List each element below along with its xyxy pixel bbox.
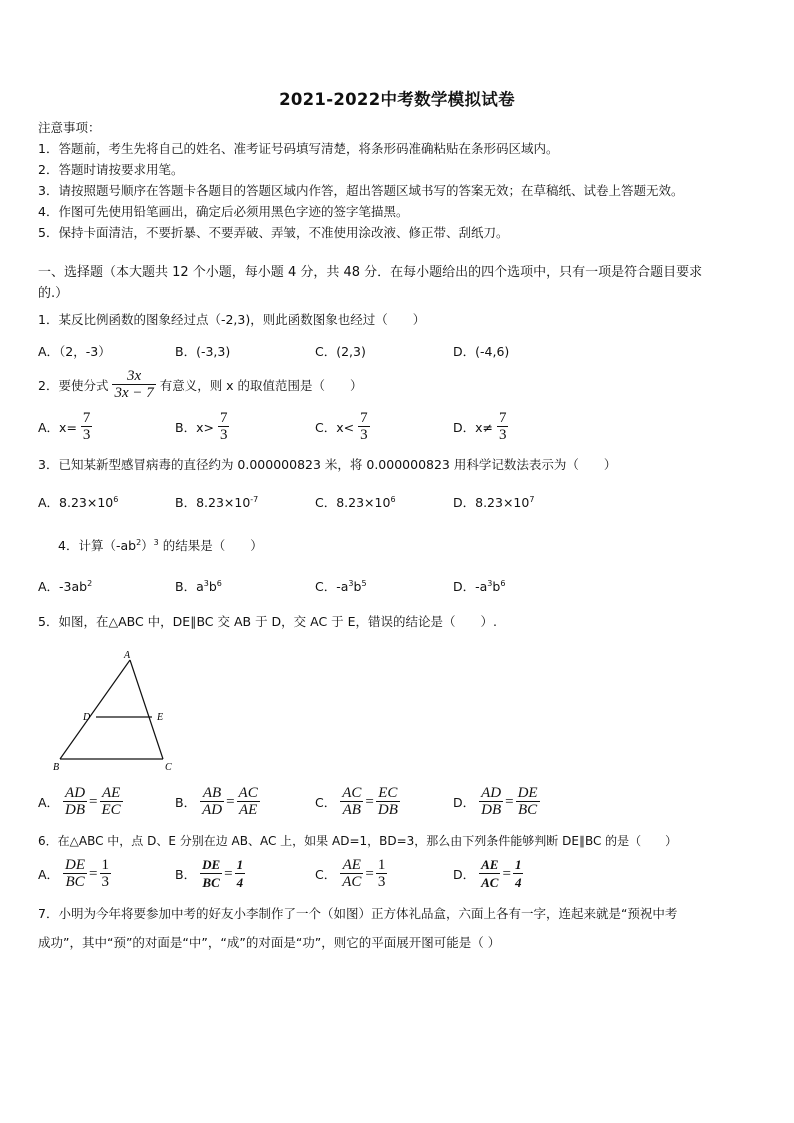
- question-4-stem: [58, 536, 263, 554]
- label-a: A: [124, 650, 131, 661]
- q6-c-d2: 3: [377, 874, 386, 890]
- q5-b-d1: AD: [202, 802, 223, 818]
- q5-d-n1: AD: [481, 785, 502, 801]
- q5-d-d1: DB: [481, 802, 502, 818]
- q6-option-a: [38, 857, 111, 891]
- q2-option-d: [453, 410, 508, 444]
- q5-a-n2: AE: [100, 785, 123, 802]
- q6-a-n2: 1: [101, 857, 110, 873]
- q4-a-sup1: 2: [87, 578, 93, 588]
- q5-b-d2: AE: [238, 802, 258, 818]
- q6-a-label: A．: [38, 867, 60, 882]
- q4-b-part2: b: [208, 579, 217, 594]
- q5-b-n2: AC: [238, 785, 258, 801]
- section-heading-cont: 的.）: [38, 286, 69, 301]
- q2-c-num: 7: [360, 410, 368, 426]
- q5-b-n1: AB: [200, 785, 224, 802]
- q4-a-part1: A．-3ab: [38, 579, 88, 594]
- q2-b-num: 7: [219, 410, 228, 426]
- q5-a-d2: EC: [101, 802, 121, 818]
- q5-c-n2: EC: [376, 785, 400, 802]
- q3-d-base: D．8.23×10: [453, 495, 530, 510]
- q5-option-a: [38, 785, 123, 819]
- q5-b-label: B．: [175, 795, 197, 810]
- q3-b-base: B．8.23×10: [175, 495, 251, 510]
- q5-a-n1: AD: [65, 785, 86, 801]
- q1-option-a: A．（2，-3）: [38, 344, 111, 359]
- page-title: 2021-2022中考数学模拟试卷: [279, 90, 515, 109]
- q2-option-b-label: B．x>: [175, 420, 214, 435]
- q4-d-sup2: 6: [500, 578, 506, 588]
- q6-b-d1: BC: [202, 875, 220, 890]
- q2-d-den: 3: [498, 427, 507, 443]
- q4-c-part1: C．-a: [315, 579, 349, 594]
- q6-a-n1: DE: [65, 857, 86, 873]
- q2-fraction-den: 3x − 7: [114, 385, 154, 401]
- q4-stem-sup2: 3: [153, 537, 159, 547]
- q5-a-label: A．: [38, 795, 60, 810]
- question-2-stem: [38, 368, 363, 402]
- q6-c-n2: 1: [377, 857, 386, 873]
- q2-option-a-label: A．x=: [38, 420, 77, 435]
- q6-d-label: D．: [453, 867, 476, 882]
- equals-sign: =: [89, 793, 98, 810]
- notice-item: 4．作图可先使用铅笔画出，确定后必须用黑色字迹的签字笔描黑。: [38, 204, 409, 219]
- q2-fraction-num: 3x: [112, 368, 155, 385]
- q6-option-d: [453, 857, 523, 891]
- q5-d-d2: BC: [518, 802, 538, 818]
- q4-b-sup2: 6: [216, 578, 222, 588]
- q2-option-c: [315, 410, 370, 444]
- q5-d-label: D．: [453, 795, 476, 810]
- equals-sign: =: [226, 793, 235, 810]
- label-d: D: [83, 712, 91, 723]
- q4-d-sup1: 3: [487, 578, 493, 588]
- triangle-figure: [46, 648, 186, 776]
- q3-d-exp: 7: [529, 494, 535, 504]
- q4-c-sup2: 5: [361, 578, 367, 588]
- question-7-stem-cont: 成功”，其中“预”的对面是“中”，“成”的对面是“功”，则它的平面展开图可能是（ ）: [38, 935, 501, 950]
- q5-c-d1: AB: [342, 802, 361, 818]
- equals-sign: =: [365, 865, 374, 882]
- q3-a-base: A．8.23×10: [38, 495, 114, 510]
- q4-stem-sup1: 2: [136, 537, 142, 547]
- side-ac: [130, 660, 163, 759]
- q6-a-d1: BC: [65, 874, 85, 890]
- q2-a-num: 7: [82, 410, 91, 426]
- q6-c-label: C．: [315, 867, 337, 882]
- q6-c-n1: AE: [340, 857, 363, 874]
- q5-c-label: C．: [315, 795, 337, 810]
- q2-stem-suffix: 有意义，则 x 的取值范围是（ ）: [159, 378, 363, 393]
- q6-b-label: B．: [175, 867, 197, 882]
- q4-b-sup1: 3: [203, 578, 209, 588]
- q3-c-exp: 6: [390, 494, 396, 504]
- q3-option-a: [38, 493, 118, 511]
- q4-stem-a: 4．计算（-ab: [58, 538, 137, 553]
- q6-option-c: [315, 857, 387, 891]
- q6-b-d2: 4: [236, 875, 244, 890]
- q6-d-n1: AE: [481, 857, 499, 872]
- q2-c-den: 3: [360, 427, 368, 443]
- q5-option-c: [315, 785, 400, 819]
- q4-c-sup1: 3: [348, 578, 354, 588]
- notice-item: 5．保持卡面清洁，不要折暴、不要弄破、弄皱，不准使用涂改液、修正带、刮纸刀。: [38, 225, 509, 240]
- q2-option-c-label: C．x<: [315, 420, 355, 435]
- q4-stem-b: ）: [141, 538, 154, 553]
- notice-heading: 注意事项：: [38, 120, 101, 135]
- q4-stem-c: 的结果是（ ）: [158, 538, 263, 553]
- equals-sign: =: [365, 793, 374, 810]
- notice-item: 3．请按照题号顺序在答题卡各题目的答题区域内作答，超出答题区域书写的答案无效；在草稿纸、试卷上答题无效。: [38, 183, 684, 198]
- q2-option-b: [175, 410, 229, 444]
- q4-option-d: [453, 577, 505, 595]
- q4-b-part1: B．a: [175, 579, 204, 594]
- question-6-stem: 6．在△ABC 中，点 D、E 分别在边 AB、AC 上，如果 AD=1，BD=3，那么由下列条件能够判断 DE∥BC 的是（ ）: [38, 834, 678, 848]
- q4-option-c: [315, 577, 367, 595]
- q6-c-d1: AC: [342, 874, 362, 890]
- q6-option-b: [175, 857, 245, 891]
- q2-stem-prefix: 2．要使分式: [38, 378, 109, 393]
- section-heading: 一、选择题（本大题共 12 个小题，每小题 4 分，共 48 分．在每小题给出的四个选项中，只有一项是符合题目要求: [38, 265, 703, 280]
- q6-d-n2: 1: [514, 857, 522, 872]
- q2-option-a: [38, 410, 92, 444]
- q2-fraction: [112, 368, 155, 402]
- q4-d-part2: b: [492, 579, 501, 594]
- q3-option-d: [453, 493, 534, 511]
- q3-option-b: [175, 493, 258, 511]
- q1-option-b: B．(-3,3): [175, 344, 231, 359]
- q2-a-den: 3: [82, 427, 91, 443]
- equals-sign: =: [502, 865, 511, 882]
- q3-b-exp: -7: [250, 494, 259, 504]
- label-b: B: [53, 762, 60, 773]
- q3-a-exp: 6: [113, 494, 119, 504]
- label-c: C: [165, 762, 172, 773]
- q2-d-num: 7: [498, 410, 507, 426]
- label-e: E: [157, 712, 164, 723]
- q4-d-part1: D．-a: [453, 579, 488, 594]
- q5-option-d: [453, 785, 540, 819]
- side-ab: [60, 660, 130, 759]
- question-7-stem: 7．小明为今年将要参加中考的好友小李制作了一个（如图）正方体礼品盒，六面上各有一字，连起来就是“预祝中考: [38, 906, 678, 921]
- q1-option-c: C．(2,3): [315, 344, 366, 359]
- q6-a-d2: 3: [101, 874, 110, 890]
- q5-c-n1: AC: [342, 785, 362, 801]
- notice-item: 2．答题时请按要求用笔。: [38, 162, 184, 177]
- question-5-stem: 5．如图，在△ABC 中，DE∥BC 交 AB 于 D，交 AC 于 E，错误的结论是（ ）.: [38, 614, 498, 629]
- equals-sign: =: [89, 865, 98, 882]
- q6-d-d2: 4: [514, 875, 522, 890]
- q1-option-d: D．(-4,6): [453, 344, 510, 359]
- q5-a-d1: DB: [65, 802, 86, 818]
- q6-b-n1: DE: [202, 857, 221, 872]
- q3-option-c: [315, 493, 396, 511]
- equals-sign: =: [224, 865, 233, 882]
- q5-option-b: [175, 785, 260, 819]
- q6-d-d1: AC: [481, 875, 499, 890]
- q5-c-d2: DB: [377, 802, 398, 818]
- q4-option-a: [38, 577, 92, 595]
- q2-option-d-label: D．x≠: [453, 420, 493, 435]
- q2-b-den: 3: [219, 427, 228, 443]
- q4-c-part2: b: [353, 579, 362, 594]
- notice-item: 1．答题前，考生先将自己的姓名、准考证号码填写清楚，将条形码准确粘贴在条形码区域内。: [38, 141, 559, 156]
- q4-option-b: [175, 577, 222, 595]
- q5-d-n2: DE: [517, 785, 538, 801]
- equals-sign: =: [505, 793, 514, 810]
- q6-b-n2: 1: [236, 857, 244, 872]
- question-1-stem: 1．某反比例函数的图象经过点（-2,3)，则此函数图象也经过（ ）: [38, 312, 426, 327]
- question-3-stem: 3．已知某新型感冒病毒的直径约为 0.000000823 米，将 0.000000823 用科学记数法表示为（ ）: [38, 457, 617, 472]
- q3-c-base: C．8.23×10: [315, 495, 391, 510]
